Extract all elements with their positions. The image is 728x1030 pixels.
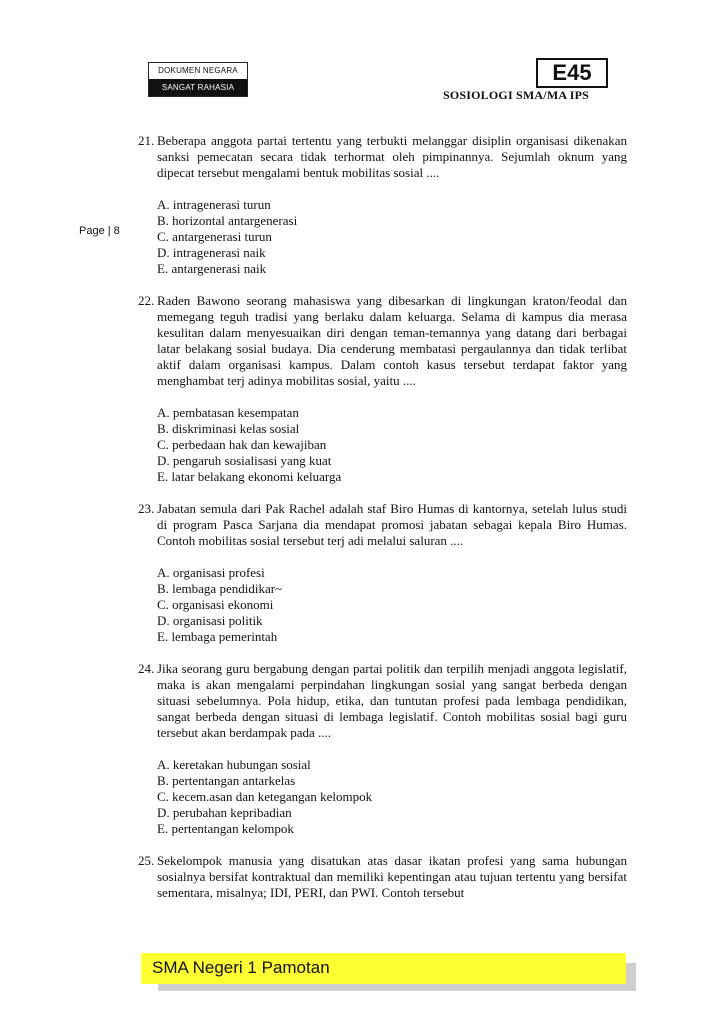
classification-stamp (148, 62, 248, 97)
question-number: 23. (138, 501, 155, 516)
stamp-top-label: DOKUMEN NEGARA (158, 66, 238, 75)
answer-option: E. lembaga pemerintah (157, 629, 278, 644)
question-24 (138, 661, 627, 837)
subject-title: SOSIOLOGI SMA/MA IPS (443, 88, 590, 102)
answer-option: B. horizontal antargenerasi (157, 213, 298, 228)
answer-option: E. antargenerasi naik (157, 261, 267, 276)
answer-option: E. latar belakang ekonomi keluarga (157, 469, 342, 484)
answer-options (138, 405, 627, 485)
question-number: 22. (138, 293, 155, 308)
stamp-bottom-label: SANGAT RAHASIA (149, 79, 247, 96)
question-body: Sekelompok manusia yang disatukan atas dasar ikatan profesi yang sama hubungan sosialnya bersifat kontraktual dan memiliki kepentingan atau tujuan tertentu yang bersifat sementara, misalnya; IDI, PERI, dan PWI. Contoh tersebut (157, 853, 627, 900)
answer-option: A. organisasi profesi (157, 565, 265, 580)
answer-option: D. intragenerasi naik (157, 245, 266, 260)
question-text (138, 661, 627, 741)
answer-option: C. kecem.asan dan ketegangan kelompok (157, 789, 373, 804)
question-21 (138, 133, 627, 277)
answer-option: B. diskriminasi kelas sosial (157, 421, 300, 436)
question-number: 25. (138, 853, 155, 868)
answer-option: A. keretakan hubungan sosial (157, 757, 311, 772)
answer-options (138, 565, 627, 645)
answer-option: C. perbedaan hak dan kewajiban (157, 437, 327, 452)
question-text (138, 853, 627, 901)
question-22 (138, 293, 627, 485)
question-text (138, 501, 627, 549)
page-number: Page | 8 (79, 225, 120, 237)
answer-option: A. intragenerasi turun (157, 197, 271, 212)
answer-option: A. pembatasan kesempatan (157, 405, 299, 420)
question-list (138, 133, 627, 917)
question-text (138, 133, 627, 181)
question-number: 24. (138, 661, 155, 676)
footer-banner (141, 953, 626, 984)
answer-options (138, 757, 627, 837)
answer-option: D. organisasi politik (157, 613, 263, 628)
answer-option: B. pertentangan antarkelas (157, 773, 296, 788)
exam-code: E45 (536, 58, 608, 88)
answer-option: C. organisasi ekonomi (157, 597, 274, 612)
school-name: SMA Negeri 1 Pamotan (152, 958, 330, 977)
answer-option: E. pertentangan kelompok (157, 821, 294, 836)
question-body: Beberapa anggota partai tertentu yang terbukti melanggar disiplin organisasi dikenakan sanksi pemecatan secara tidak terhormat oleh pimpinannya. Sejumlah oknum yang dipecat tersebut mengalami bentuk mobilitas sosial .... (157, 133, 627, 180)
question-body: Raden Bawono seorang mahasiswa yang dibesarkan di lingkungan kraton/feodal dan memegang teguh tradisi yang berlaku dalam keluarga. Selama di kampus dia merasa kesulitan dalam menyesuaikan diri dengan teman-temannya yang datang dari berbagai latar belakang sosial budaya. Dia cenderung membatasi pergaulannya dan tidak terlibat aktif dalam organisasi kampus. Dalam contoh kasus tersebut terdapat faktor yang menghambat terj adinya mobilitas sosial, yaitu .... (157, 293, 627, 388)
question-body: Jabatan semula dari Pak Rachel adalah staf Biro Humas di kantornya, setelah lulus studi di program Pasca Sarjana dia mendapat promosi jabatan sebagai kepala Biro Humas. Contoh mobilitas sosial tersebut terj adi melalui saluran .... (157, 501, 627, 548)
answer-option: C. antargenerasi turun (157, 229, 272, 244)
answer-options (138, 197, 627, 277)
question-text (138, 293, 627, 389)
question-23 (138, 501, 627, 645)
question-body: Jika seorang guru bergabung dengan partai politik dan terpilih menjadi anggota legislatif, maka is akan mengalami perpindahan lingkungan sosial yang sangat berbeda dengan situasi sebelumnya. Pola hidup, etika, dan tuntutan profesi pada lembaga pendidikan, sangat berbeda dengan situasi di lembaga legislatif. Contoh mobilitas sosial bagi guru tersebut akan berdampak pada .... (157, 661, 627, 740)
answer-option: D. pengaruh sosialisasi yang kuat (157, 453, 332, 468)
answer-option: D. perubahan kepribadian (157, 805, 292, 820)
question-25 (138, 853, 627, 901)
question-number: 21. (138, 133, 155, 148)
answer-option: B. lembaga pendidikar~ (157, 581, 283, 596)
